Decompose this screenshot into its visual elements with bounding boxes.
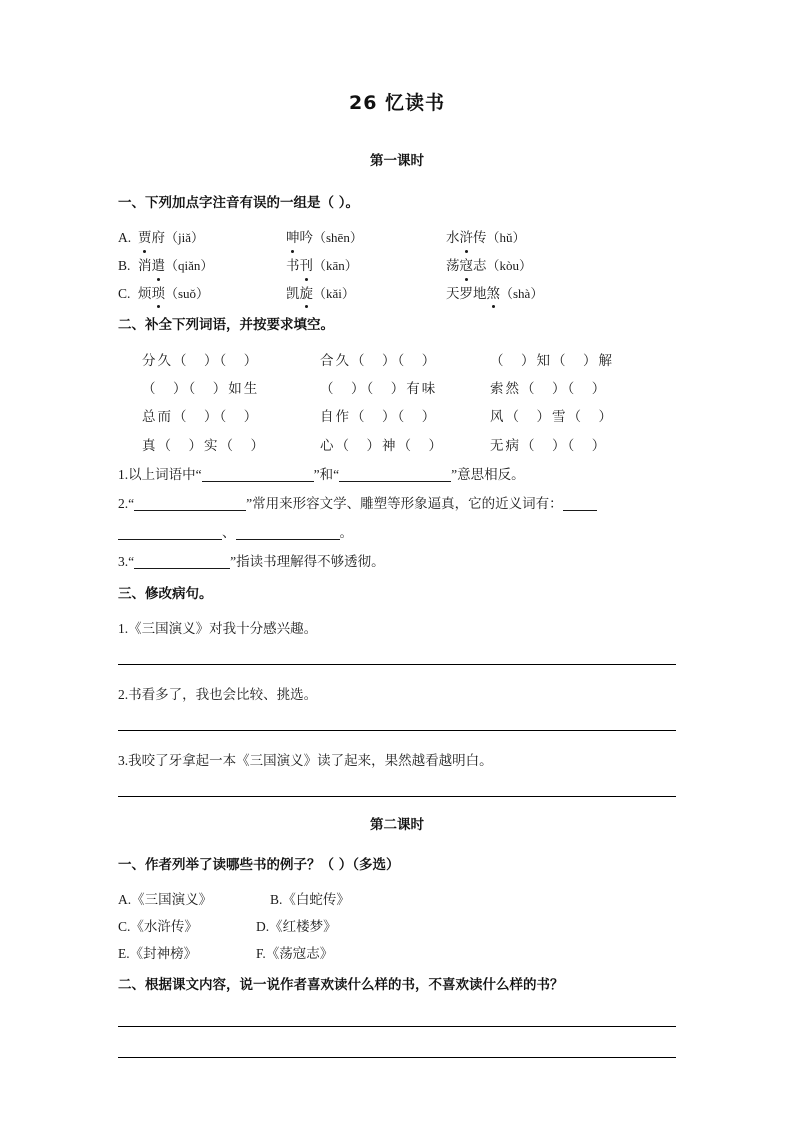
- lesson-2-header: 第二课时: [370, 817, 424, 834]
- word-pre: 荡: [446, 257, 460, 273]
- answer-line[interactable]: [118, 1057, 676, 1058]
- pinyin: （suǒ）: [165, 285, 210, 301]
- idiom-row: [118, 403, 676, 431]
- choice-label-b: B.: [118, 257, 131, 273]
- page-title: 26 忆读书: [348, 92, 446, 114]
- option-a[interactable]: [118, 886, 270, 913]
- idiom-cell: 自作（ ）（ ）: [320, 409, 438, 425]
- pinyin: （kǎi）: [313, 285, 355, 301]
- idiom-row: [118, 347, 676, 375]
- correction-sentence-1: 1.《三国演义》对我十分感兴趣。: [118, 621, 318, 637]
- dotted-char: 寇: [460, 252, 474, 280]
- option-label: E.: [118, 946, 130, 962]
- choice-row-b: [118, 252, 676, 280]
- option-e[interactable]: [118, 940, 256, 967]
- option-text: 《三国演义》: [131, 892, 213, 908]
- spacer: [118, 307, 676, 315]
- idiom-cell: 总而（ ）（ ）: [142, 409, 260, 425]
- fill-blank[interactable]: [134, 495, 246, 511]
- dotted-char: 呻: [286, 224, 300, 252]
- dotted-char: 旋: [300, 280, 314, 308]
- pinyin: （jiǎ）: [165, 230, 204, 246]
- word-post: 志: [473, 257, 487, 273]
- choice-label-c: C.: [118, 285, 131, 301]
- option-label: F.: [256, 946, 266, 962]
- idiom-cell: （ ）（ ）有味: [320, 380, 438, 396]
- spacer: [118, 576, 676, 584]
- subquestion-text: ”和“: [313, 466, 340, 482]
- subquestion-text: ”意思相反。: [451, 466, 525, 482]
- fill-blank[interactable]: [118, 524, 222, 540]
- dotted-char: 刊: [300, 252, 314, 280]
- list-separator: 、: [222, 524, 236, 540]
- word-post: 传: [473, 230, 487, 246]
- answer-line[interactable]: [118, 796, 676, 797]
- option-text: 《封神榜》: [129, 946, 198, 962]
- subquestion-text: “: [128, 553, 135, 569]
- choice-item-c3: [446, 280, 543, 308]
- subquestion-text: 以上词语中“: [128, 466, 202, 482]
- fill-blank[interactable]: [339, 466, 451, 482]
- option-text: 《水浒传》: [130, 919, 198, 935]
- choice-item-b3: [446, 252, 532, 280]
- correction-sentence-3: 3.我咬了牙拿起一本《三国演义》读了起来，果然越看越明白。: [118, 753, 493, 769]
- choice-item-c1: [138, 280, 286, 308]
- dotted-char: 煞: [487, 280, 501, 308]
- choice-row-c: [118, 280, 676, 308]
- pinyin: （hǔ）: [486, 230, 526, 246]
- subquestion-number: 1.: [118, 466, 129, 482]
- dotted-char: 贾: [138, 224, 152, 252]
- subquestion-text: “: [128, 495, 135, 511]
- word-pre: 天罗地: [446, 285, 487, 301]
- idiom-row: [118, 375, 676, 403]
- section-heading-l2-1: 一、作者列举了读哪些书的例子？（ ）（多选）: [118, 857, 400, 874]
- word-pre: 烦: [138, 285, 152, 301]
- answer-line[interactable]: [118, 730, 676, 731]
- option-label: A.: [118, 892, 132, 908]
- fill-blank[interactable]: [134, 553, 230, 569]
- choice-item-a1: [138, 224, 286, 252]
- idiom-cell: 无病（ ）（ ）: [490, 437, 608, 453]
- word-post: 吟: [299, 230, 313, 246]
- idiom-cell: （ ）知（ ）解: [490, 352, 614, 368]
- word-pre: 消: [138, 257, 152, 273]
- option-label: C.: [118, 919, 131, 935]
- choice-item-b1: [138, 252, 286, 280]
- section-heading-l1-3: 三、修改病句。: [118, 585, 213, 602]
- idiom-cell: （ ）（ ）如生: [142, 380, 260, 396]
- word-pre: 凯: [286, 285, 300, 301]
- idiom-cell: 真（ ）实（ ）: [142, 437, 266, 453]
- option-row-ef: [118, 940, 676, 967]
- choice-label-a: A.: [118, 230, 132, 246]
- option-label: B.: [270, 892, 283, 908]
- word-pre: 水: [446, 230, 460, 246]
- option-label: D.: [256, 919, 270, 935]
- section-heading-l1-1: 一、下列加点字注音有误的一组是（ ）。: [118, 195, 359, 211]
- option-row-ab: [118, 886, 676, 913]
- pinyin: （kòu）: [486, 257, 533, 273]
- sentence-period: 。: [339, 524, 353, 540]
- word-pre: 书: [286, 257, 300, 273]
- option-f[interactable]: [256, 940, 333, 967]
- subquestion-number: 2.: [118, 495, 129, 511]
- pinyin: （kān）: [313, 257, 358, 273]
- subquestion-text: ”指读书理解得不够透彻。: [230, 553, 385, 569]
- subquestion-2-line2: [118, 518, 676, 547]
- dotted-char: 遣: [152, 252, 166, 280]
- choice-item-b2: [286, 252, 446, 280]
- idiom-cell: 索然（ ）（ ）: [490, 380, 608, 396]
- option-text: 《红楼梦》: [269, 919, 337, 935]
- answer-line[interactable]: [118, 1026, 676, 1027]
- subquestion-text: ”常用来形容文学、雕塑等形象逼真，它的近义词有：: [246, 495, 563, 511]
- idiom-row: [118, 432, 676, 460]
- option-text: 《白蛇传》: [282, 892, 350, 908]
- section-heading-l1-2: 二、补全下列词语，并按要求填空。: [118, 317, 334, 334]
- answer-line[interactable]: [118, 664, 676, 665]
- option-b[interactable]: [270, 886, 350, 913]
- lesson-1-header: 第一课时: [370, 153, 424, 169]
- correction-sentence-2: 2.书看多了，我也会比较、挑选。: [118, 687, 318, 703]
- option-row-cd: [118, 913, 676, 940]
- choice-row-a: [118, 224, 676, 252]
- idiom-cell: 合久（ ）（ ）: [320, 352, 438, 368]
- pinyin: （shà）: [500, 285, 544, 301]
- choice-item-a3: [446, 224, 526, 252]
- idiom-cell: 分久（ ）（ ）: [142, 352, 260, 368]
- fill-blank[interactable]: [563, 495, 597, 511]
- spacer: [118, 967, 676, 975]
- subquestion-2: [118, 489, 676, 518]
- choice-item-c2: [286, 280, 446, 308]
- idiom-cell: 风（ ）雪（ ）: [490, 409, 614, 425]
- fill-blank[interactable]: [236, 524, 340, 540]
- dotted-char: 浒: [460, 224, 474, 252]
- option-text: 《荡寇志》: [265, 946, 334, 962]
- word-post: 府: [151, 230, 165, 246]
- section-heading-l2-2: 二、根据课文内容，说一说作者喜欢读什么样的书，不喜欢读什么样的书？: [118, 977, 564, 994]
- subquestion-number: 3.: [118, 553, 129, 569]
- option-d[interactable]: [256, 913, 337, 940]
- pinyin: （qiǎn）: [165, 257, 214, 273]
- dotted-char: 琐: [152, 280, 166, 308]
- choice-item-a2: [286, 224, 446, 252]
- fill-blank[interactable]: [202, 466, 314, 482]
- option-c[interactable]: [118, 913, 256, 940]
- subquestion-1: [118, 460, 676, 489]
- pinyin: （shēn）: [313, 230, 363, 246]
- subquestion-3: [118, 547, 676, 576]
- worksheet-content: [118, 88, 676, 1058]
- idiom-cell: 心（ ）神（ ）: [320, 437, 444, 453]
